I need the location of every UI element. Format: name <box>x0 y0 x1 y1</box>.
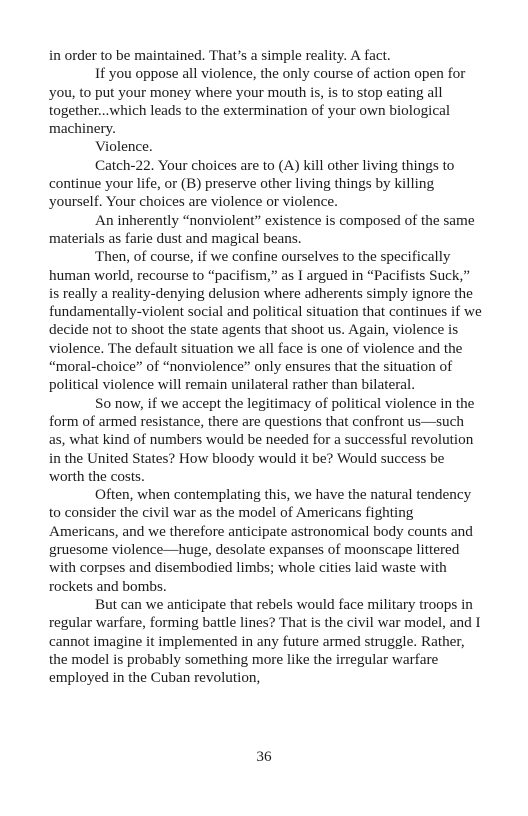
paragraph: But can we anticipate that rebels would face military troops in regular warfare, forming battle lines? That is the civil war model, and I cannot imagine it implemented in any future armed struggle. Rather, the model is probably something more like the irregular warfare employed in the Cuban revolution, <box>49 595 481 687</box>
page-number: 36 <box>256 748 272 765</box>
paragraph: Violence. <box>95 138 153 156</box>
paragraph: Often, when contemplating this, we have the natural tendency to consider the civil war as the model of Americans fighting Americans, and we therefore anticipate astronomical body counts and gruesome violence—huge, desolate expanses of moonscape littered with corpses and disembodied limbs; whole cities laid waste with rockets and bombs. <box>49 486 473 595</box>
paragraph: So now, if we accept the legitimacy of political violence in the form of armed resistance, there are questions that confront us—such as, what kind of numbers would be needed for a successful revolution in the United States? How bloody would it be? Would success be worth the costs. <box>49 394 475 485</box>
body-text <box>49 47 483 687</box>
paragraph-continued: in order to be maintained. That’s a simple reality. A fact. <box>49 47 391 64</box>
paragraph: Catch-22. Your choices are to (A) kill other living things to continue your life, or (B) preserve other living things by killing yourself. Your choices are violence or violence. <box>49 156 455 211</box>
paragraph: Then, of course, if we confine ourselves to the specifically human world, recourse to “pacifism,” as I argued in “Pacifists Suck,” is really a reality-denying delusion where adherents simply ignore the fundamentally-violent social and political situation that continues if we decide not to shoot the state agents that shoot us. Again, violence is violence. The default situation we all face is one of violence and the “moral-choice” of “nonviolence” only ensures that the situation of political violence will remain unilateral rather than bilateral. <box>49 248 482 394</box>
paragraph: An inherently “nonviolent” existence is composed of the same materials as farie dust and magical beans. <box>49 211 475 247</box>
paragraph: If you oppose all violence, the only course of action open for you, to put your money where your mouth is, is to stop eating all together...which leads to the extermination of your own biological machinery. <box>49 65 466 138</box>
